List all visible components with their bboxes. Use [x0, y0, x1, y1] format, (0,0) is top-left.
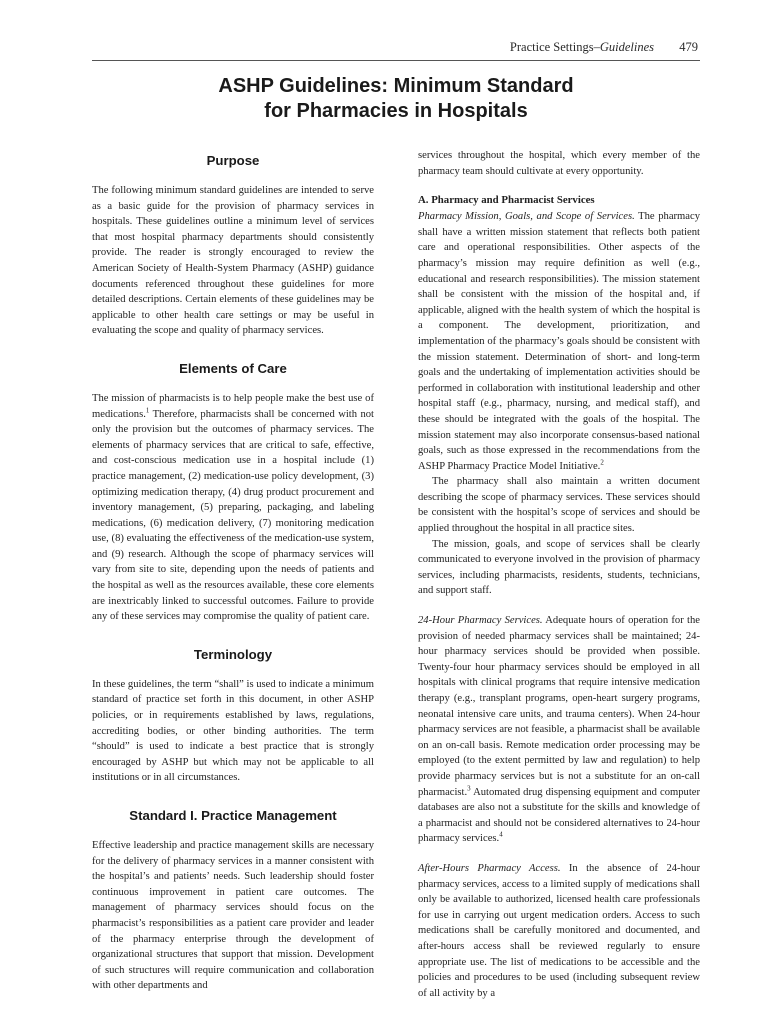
elements-heading: Elements of Care — [179, 360, 287, 376]
purpose-heading: Purpose — [206, 153, 260, 168]
page-title — [92, 74, 700, 124]
after-hours-paragraph: After-Hours Pharmacy Access. In the absence of 24-hour pharmacy services, access to a limited supply of medications shall only be available to authorized, licensed health care professionals for use in carrying out urgent medication orders. Access to such medications shall be carefully monitored and documented, and after-hours access shall be reviewed regularly to ensure appropriate use. The list of medications to be accessible and the policies and procedures to be used (including subsequent review of all activity by a — [418, 862, 700, 999]
footnote-ref: 2 — [600, 458, 604, 467]
communicate-paragraph: The mission, goals, and scope of services shall be clearly communicated to everyone involved in the provision of pharmacy services, including pharmacists, residents, students, technicians, and support staff. — [418, 538, 700, 597]
title-line-1: ASHP Guidelines: Minimum Standard — [218, 75, 574, 97]
mission-paragraph: Pharmacy Mission, Goals, and Scope of Services. The pharmacy shall have a written mission statement that reflects both patient care and operational responsibilities. Other aspects of the pharmacy’s mission may require definition as well (e.g., educational and research responsibilities). The mission statement shall be consistent with the mission of the hospital and, if applicable, aligned with the health system of which the hospital is a component. The development, prioritization, and implementation of the pharmacy’s goals should be consistent with the mission statement. Determination of short- and long-term goals and the undertaking of implementation activities should be performed in collaboration with institutional leadership and other hospital staff (e.g., pharmacy, nursing, and medical staff), and these should be integrated with the goals of the hospital. The mission statement may also incorporate consensus-based national goals, such as those expressed in the recommendations from the ASHP Pharmacy Practice Model Initiative.$^2$ — [418, 211, 700, 472]
24-hour-runin: 24-Hour Pharmacy Services. — [418, 615, 543, 627]
page-number: 479 — [679, 40, 698, 54]
purpose-paragraph: The following minimum standard guidelines are intended to serve as a basic guide for the provision of pharmacy services in hospitals. These guidelines outline a minimum level of services that most hospital pharmacy departments should consistently provide. The reader is strongly encouraged to review the American Society of Health-System Pharmacy (ASHP) guidance documents referenced throughout these guidelines for more detailed descriptions. Certain elements of these guidelines may be applicable to other health care settings or may be useful in evaluating the scope and quality of pharmacy services. — [92, 185, 374, 337]
header-rule — [92, 60, 700, 61]
terminology-heading: Terminology — [193, 646, 273, 662]
elements-paragraph: The mission of pharmacists is to help people make the best use of medications.$^1$ Therefore, pharmacists shall be concerned with not only the provision but the outcomes of pharmacy services. The elements of pharmacy services that are critical to safe, effective, and cost-conscious medication use in a hospital include (1) practice management, (2) medication-use policy development, (3) optimizing medication therapy, (4) drug product procurement and inventory management, (5) preparing, packaging, and labeling medications, (6) medication delivery, (7) monitoring medication use, (8) evaluating the effectiveness of the medication-use system, and (9) research. Although the scope of pharmacy services will vary from site to site, depending upon the needs of patients and the hospital as well as the resources available, these core elements are inextricably linked to successful outcomes. Failure to provide any of these services may compromise the quality of patient care. — [92, 392, 374, 623]
24-hour-paragraph: 24-Hour Pharmacy Services. Adequate hours of operation for the provision of needed pharmacy services shall be maintained; 24-hour pharmacy services should be provided when possible. Twenty-four hour pharmacy services should be employed in all hospitals with clinical programs that require intensive medication therapy (e.g., transplant programs, open-heart surgery programs, neonatal intensive care units, and trauma centers). When 24-hour pharmacy services are not feasible, a pharmacist shall be available on an on-call basis. Remote medication order processing may be employed (to the extent permitted by law and regulation) to help provide pharmacy services but is not a substitute for an on-call pharmacist.$^3$ Automated drug dispensing equipment and computer databases are also not a substitute for the skills and knowledge of a pharmacist and should not be considered alternatives to 24-hour pharmacy services.$^4$ — [418, 615, 700, 845]
section-label: Practice Settings–Guidelines — [509, 40, 654, 54]
standard-1-heading: Standard I. Practice Management — [129, 808, 337, 823]
title-line-2: for Pharmacies in Hospitals — [264, 100, 528, 122]
standard-1-paragraph: Effective leadership and practice management skills are necessary for the delivery of pharmacy services in a manner consistent with the hospital’s and patients’ needs. Such leadership should foster continuous improvement in patient care outcomes. The management of pharmacy services should focus on the pharmacist’s responsibilities as a patient care provider and leader of the pharmacy enterprise through the development of organizational structures that support that mission. Development of such structures will require communication and collaboration with other departments and — [92, 840, 374, 992]
mission-runin: Pharmacy Mission, Goals, and Scope of Services. — [418, 211, 635, 223]
pharmacy-services-subheading: A. Pharmacy and Pharmacist Services — [418, 194, 595, 207]
terminology-paragraph: In these guidelines, the term “shall” is used to indicate a minimum standard of practice set forth in this document, in other ASHP policies, or in requirements established by laws, regulations, accrediting bodies, or other binding authorities. The term “should” is used to indicate a best practice that is strongly encouraged by ASHP but which may not be applicable to all institutions or in all circumstances. — [92, 678, 374, 784]
footnote-ref: 4 — [499, 830, 503, 839]
left-column — [92, 148, 374, 994]
footnote-ref: 1 — [145, 406, 150, 414]
after-hours-runin: After-Hours Pharmacy Access. — [418, 862, 561, 874]
footnote-ref: 3 — [467, 784, 471, 793]
continuation-paragraph: services throughout the hospital, which every member of the pharmacy team should cultivate at every opportunity. — [418, 150, 700, 177]
scope-paragraph: The pharmacy shall also maintain a written document describing the scope of pharmacy services. These services should be consistent with the hospital’s scope of services and should be applied throughout the hospital in all practice sites. — [418, 476, 700, 535]
right-column — [418, 148, 700, 1001]
